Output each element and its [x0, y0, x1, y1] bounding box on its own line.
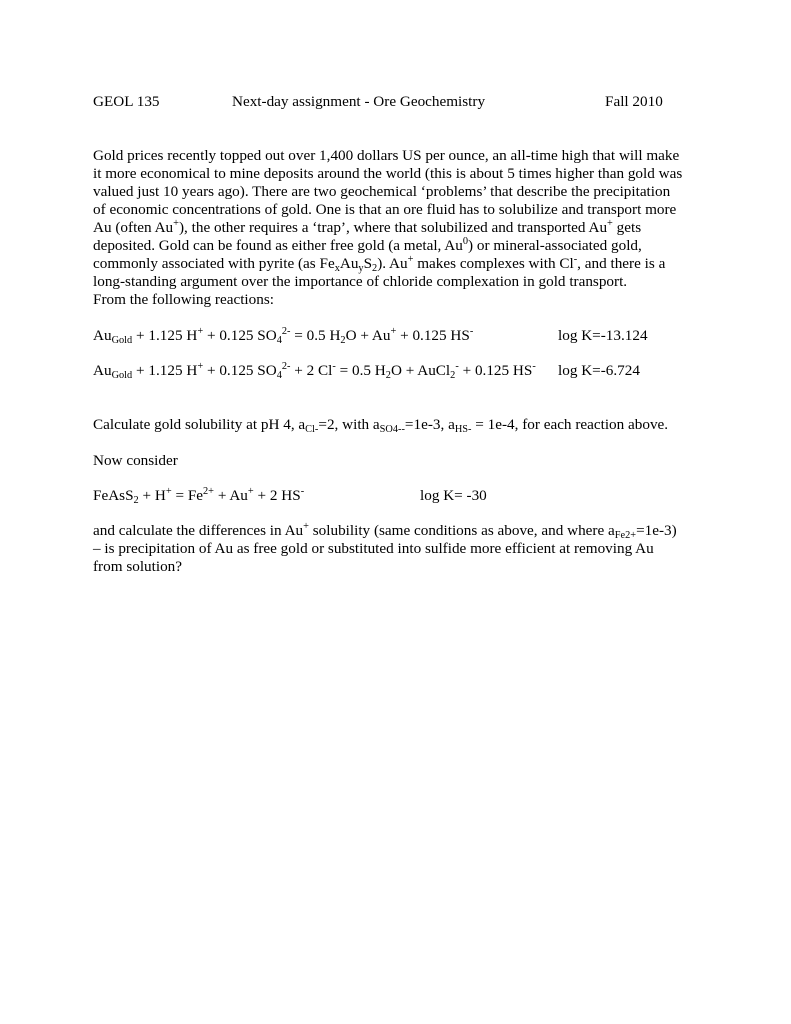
question-2-line: and calculate the differences in Au+ solubility (same conditions as above, and where $a_{Fe2+}=1e-3$) — [93, 521, 677, 542]
intro-line: Gold prices recently topped out over 1,400 dollars US per ounce, an all-time high that will make — [93, 147, 680, 164]
intro-line: deposited. Gold can be found as either free gold (a metal, Au$^0$) or mineral-associated gold, — [93, 236, 642, 254]
now-consider: Now consider — [93, 452, 178, 469]
term: Fall 2010 — [605, 93, 663, 110]
assignment-title: Next-day assignment - Ore Geochemistry — [232, 93, 486, 110]
reaction-1: $Au_{Gold} + 1.125$ H+ + 0.125 $SO_4^{2-} = 0.5$ $H_2O + Au^+ + 0.125$ HS- — [93, 326, 474, 347]
question-2-line: – is precipitation of Au as free gold or substituted into sulfide more efficient at removing Au — [93, 540, 654, 557]
intro-line: of economic concentrations of gold. One is that an ore fluid has to solubilize and transport more — [93, 201, 677, 218]
reaction-3-logk: log K= -30 — [420, 487, 487, 504]
intro-line: From the following reactions: — [93, 291, 274, 308]
intro-line: valued just 10 years ago). There are two geochemical ‘problems’ that describe the precipitation — [93, 183, 671, 200]
intro-line: it more economical to mine deposits around the world (this is about 5 times higher than gold was — [93, 165, 683, 182]
intro-line: commonly associated with pyrite (as $Fe_xAu_yS_2$). Au+ makes complexes with Cl-, and there is a — [93, 254, 666, 275]
intro-line: Au (often Au+), the other requires a ‘trap’, where that solubilized and transported Au+ gets — [93, 218, 642, 236]
reaction-3: FeAsS$_2$ + $H^+ = Fe^{2+} + Au^+ + 2$ HS- — [93, 486, 305, 507]
reaction-1-logk: log K=-13.124 — [558, 327, 648, 344]
reaction-2: $Au_{Gold} + 1.125$ H+ + 0.125 $SO_4^{2-} + 2$ Cl- = 0.5 $H_2O$ + AuCl$_2$- + 0.125 HS- — [93, 361, 536, 382]
question-2-line: from solution? — [93, 558, 183, 575]
question-1: Calculate gold solubility at pH 4, $a_{Cl-}=2$, with $a_{SO4--}=1e-3$, $a_{HS-} = 1e-4$, for each reaction above. — [93, 416, 669, 436]
reaction-2-logk: log K=-6.724 — [558, 362, 640, 379]
intro-line: long-standing argument over the importance of chloride complexation in gold transport. — [93, 273, 628, 290]
course-code: GEOL 135 — [93, 93, 160, 110]
